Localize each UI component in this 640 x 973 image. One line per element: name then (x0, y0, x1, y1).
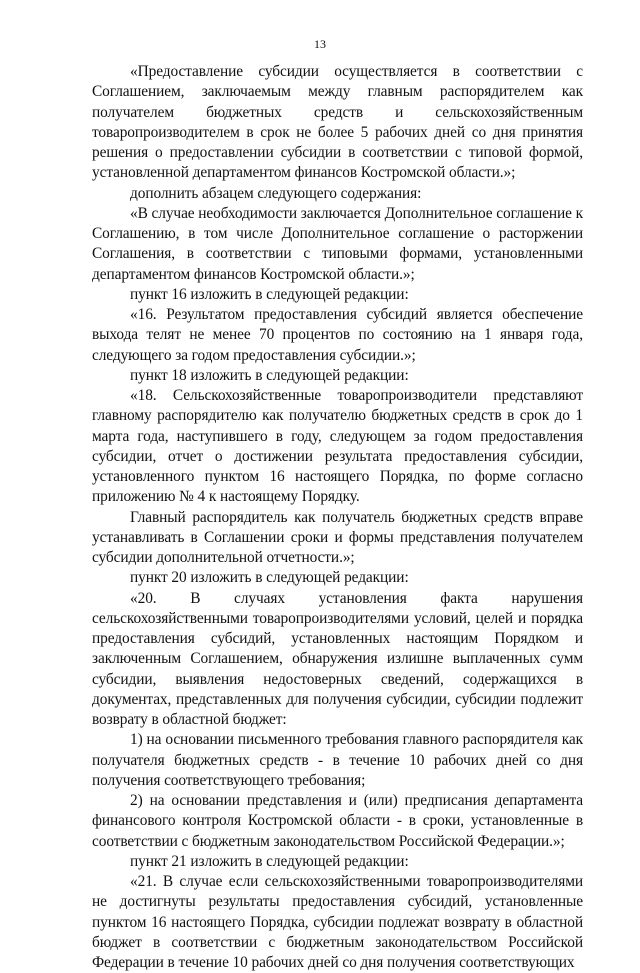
paragraph-subsidy-agreement: «Предоставление субсидии осуществляется в соответствии с Соглашением, заключаемым между главным распорядителем как получателем бюджетных средств и сельскохозяйственным товаропроизводителем в срок не более 5 рабочих дней со дня принятия решения о предоставлении субсидии в соответствии с типовой формой, установленной департаментом финансов Костромской области.»; (92, 63, 583, 182)
paragraph-item-21-intro: пункт 21 изложить в следующей редакции: (130, 852, 409, 870)
paragraph-item-20: «20. В случаях установления факта нарушения сельскохозяйственными товаропроизводителями условий, целей и порядка предоставления субсидий, установленных настоящим Порядком и заключенным Соглашением, обнаружения излишне выплаченных сумм субсидии, выявления недостоверных сведений, содержащихся в документах, представленных для получения субсидии, субсидии подлежит возврату в областной бюджет: (92, 589, 583, 728)
paragraph-item-18: «18. Сельскохозяйственные товаропроизводители представляют главному распорядителю как получателю бюджетных средств в срок до 1 марта года, наступившего в году, следующем за годом предоставления субсидии, отчет о достижении результата предоставления субсидии, установленного пунктом 16 настоящего Порядка, по форме согласно приложению № 4 к настоящему Порядку. (92, 387, 583, 506)
paragraph-item-20-intro: пункт 20 изложить в следующей редакции: (130, 569, 409, 587)
paragraph-item-18-intro: пункт 18 изложить в следующей редакции: (130, 366, 409, 384)
paragraph-item-16: «16. Результатом предоставления субсидий является обеспечение выхода телят не менее 70 процентов по состоянию на 1 января года, следующего за годом предоставления субсидии.»; (92, 306, 583, 364)
paragraph-item-18-reporting: Главный распорядитель как получатель бюджетных средств вправе устанавливать в Соглашении сроки и формы представления получателем субсидии дополнительной отчетности.»; (92, 508, 583, 566)
page-number: 13 (314, 37, 326, 51)
paragraph-item-20-sub-2: 2) на основании представления и (или) предписания департамента финансового контроля Костромской области - в сроки, установленные в соответствии с бюджетным законодательством Российской Федерации.»; (92, 792, 583, 850)
paragraph-additional-agreement: «В случае необходимости заключается Дополнительное соглашение к Соглашению, в том числе Дополнительное соглашение о расторжении Соглашения, в соответствии с типовыми формами, установленными департаментом финансов Костромской области.»; (92, 204, 583, 283)
document-body (92, 62, 583, 973)
paragraph-add-clause: дополнить абзацем следующего содержания: (130, 184, 422, 202)
paragraph-item-20-sub-1: 1) на основании письменного требования главного распорядителя как получателя бюджетных средств - в течение 10 рабочих дней со дня получения соответствующего требования; (92, 731, 583, 789)
paragraph-item-16-intro: пункт 16 изложить в следующей редакции: (130, 285, 409, 303)
paragraph-item-21: «21. В случае если сельскохозяйственными товаропроизводителями не достигнуты результаты предоставления субсидий, установленные пунктом 16 настоящего Порядка, субсидии подлежат возврату в областной бюджет в соответствии с бюджетным законодательством Российской Федерации в течение 10 рабочих дней со дня получения соответствующих (92, 873, 583, 971)
